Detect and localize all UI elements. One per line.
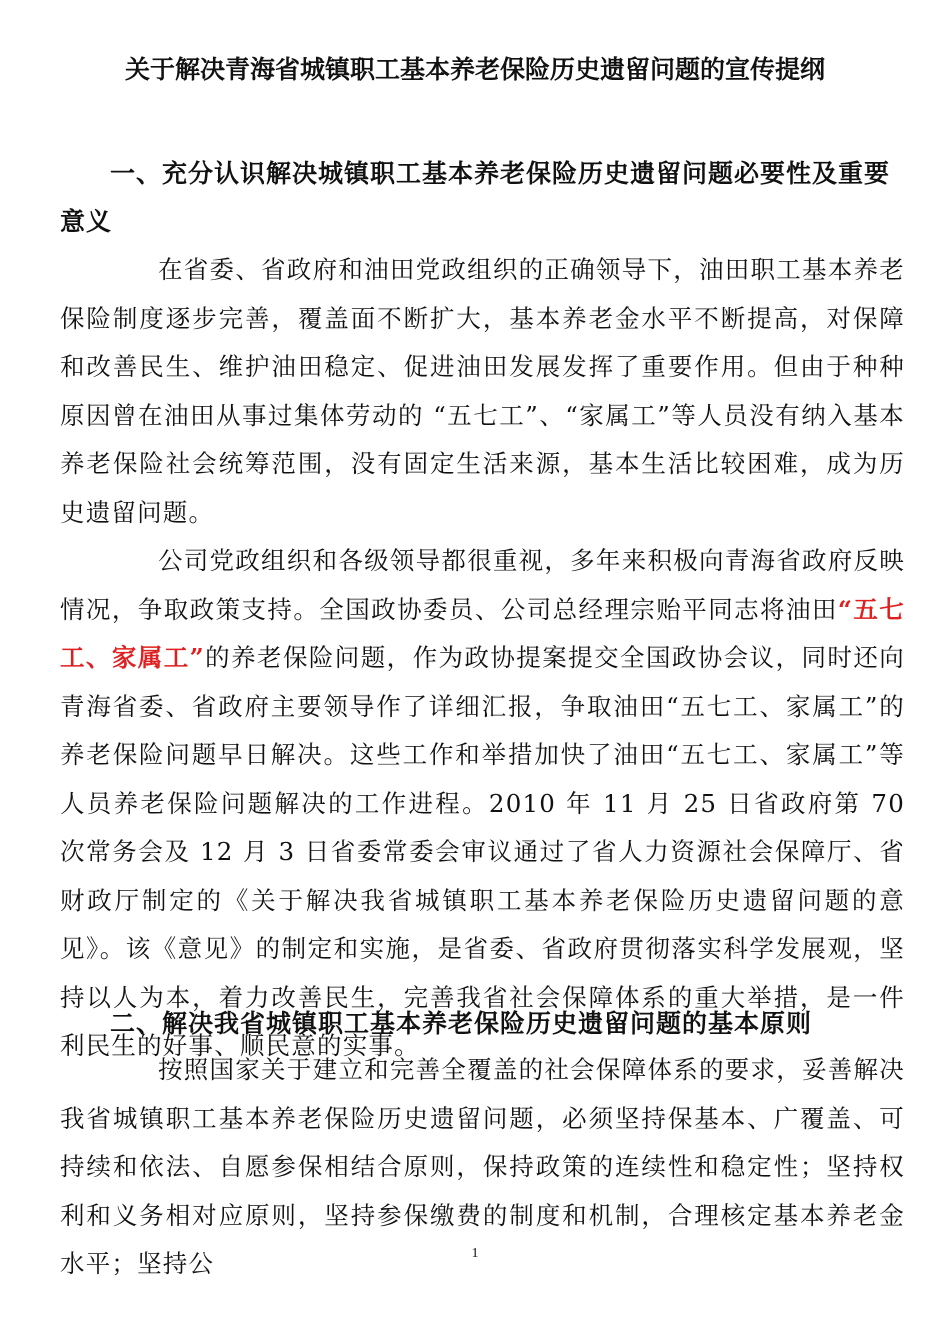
document-title: 关于解决青海省城镇职工基本养老保险历史遗留问题的宣传提纲 [124,55,825,84]
section-1-paragraph-1: 在省委、省政府和油田党政组织的正确领导下，油田职工基本养老保险制度逐步完善，覆盖面不断扩大，基本养老金水平不断提高，对保障和改善民生、维护油田稳定、促进油田发展发挥了重要作用。但由于种种原因曾在油田从事过集体劳动的 “五七工”、“家属工”等人员没有纳入基本养老保险社会统筹范围，没有固定生活来源，基本生活比较困难，成为历史遗留问题。 [60,255,905,527]
highlighted-phrase: “五七工、家属工” [60,594,905,672]
page-number: 1 [471,1246,479,1261]
section-1-heading: 一、充分认识解决城镇职工基本养老保险历史遗留问题必要性及重要意义 [60,159,891,236]
section-2-heading: 二、解决我省城镇职工基本养老保险历史遗留问题的基本原则 [110,1009,813,1038]
section-1-paragraph-2 [60,537,905,1071]
paragraph-text: 公司党政组织和各级领导都很重视，多年来积极向青海省政府反映情况，争取政策支持。全国政协委员、公司总经理宗贻平同志将油田 [60,546,905,624]
paragraph-text: 的养老保险问题，作为政协提案提交全国政协会议，同时还向青海省委、省政府主要领导作了详细汇报，争取油田“五七工、家属工”的养老保险问题早日解决。这些工作和举措加快了油田“五七工、家属工”等人员养老保险问题解决的工作进程。2010 年 11 月 25 日省政府第 70 次常务会及 12 月 3 日省委常委会审议通过了省人力资源社会保障厅、省财政厅制定的《关于解决我省城镇职工基本养老保险历史遗留问题的意见》。该《意见》的制定和实施，是省委、省政府贯彻落实科学发展观，坚持以人为本，着力改善民生，完善我省社会保障体系的重大举措，是一件利民生的好事、顺民意的实事。 [60,643,905,1060]
section-2-paragraph-1: 按照国家关于建立和完善全覆盖的社会保障体系的要求，妥善解决我省城镇职工基本养老保险历史遗留问题，必须坚持保基本、广覆盖、可持续和依法、自愿参保相结合原则，保持政策的连续性和稳定性；坚持权利和义务相对应原则，坚持参保缴费的制度和机制，合理核定基本养老金水平；坚持公 [60,1055,905,1278]
